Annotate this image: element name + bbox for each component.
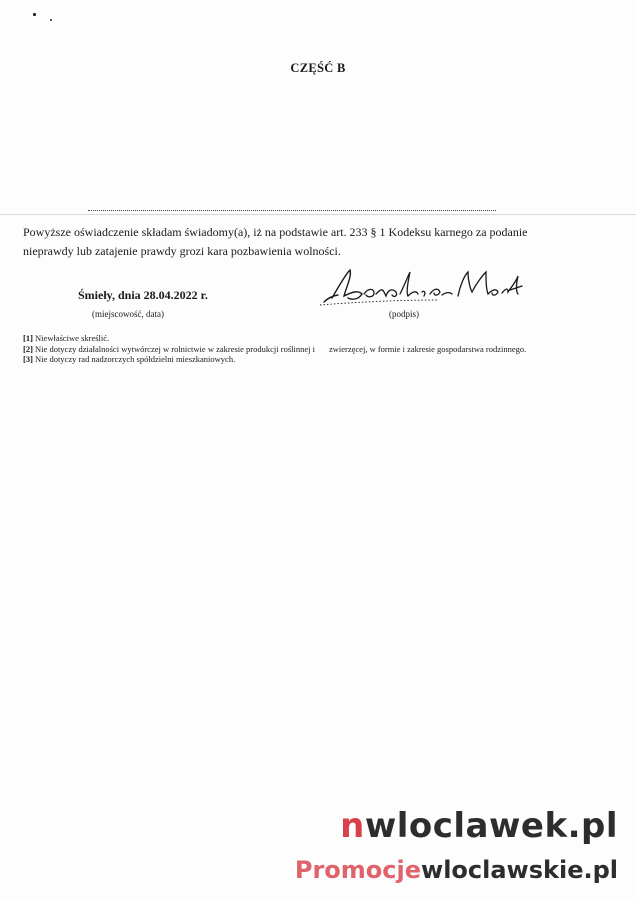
watermark-rest: wloclawek.pl bbox=[364, 806, 618, 846]
watermark-accent: Promocje bbox=[294, 856, 422, 884]
footnote-2 bbox=[23, 344, 563, 355]
place-date: Śmieły, dnia 28.04.2022 r. bbox=[78, 288, 208, 302]
watermark-nwloclawek bbox=[340, 806, 618, 846]
section-title: CZĘŚĆ B bbox=[290, 61, 346, 75]
footnote-text: Niewłaściwe skreślić. bbox=[35, 333, 110, 343]
footnote-number: [1] bbox=[23, 333, 33, 343]
watermark-rest: wloclawskie.pl bbox=[421, 856, 618, 884]
footnote-3 bbox=[23, 354, 563, 365]
scan-speck bbox=[50, 19, 52, 21]
page-separator bbox=[0, 214, 636, 215]
footnotes bbox=[23, 333, 563, 365]
watermark-promocje bbox=[295, 856, 618, 884]
footnote-1 bbox=[23, 333, 563, 344]
watermark-accent: n bbox=[340, 806, 365, 846]
dotted-fill-line bbox=[88, 210, 496, 211]
signature-caption: (podpis) bbox=[389, 309, 419, 319]
handwritten-signature bbox=[318, 262, 528, 308]
place-date-caption: (miejscowość, data) bbox=[92, 309, 164, 319]
footnote-text: Nie dotyczy działalności wytwórczej w rolnictwie w zakresie produkcji roślinnej i bbox=[35, 343, 315, 354]
scan-speck bbox=[33, 13, 36, 16]
declaration-text: Powyższe oświadczenie składam świadomy(a), iż na podstawie art. 233 § 1 Kodeksu karnego za podanie nieprawdy lub zatajenie prawdy grozi kara pozbawienia wolności. bbox=[23, 225, 528, 258]
footnote-text-continued: zwierzęcej, w formie i zakresie gospodarstwa rodzinnego. bbox=[328, 343, 527, 354]
footnote-number: [3] bbox=[23, 354, 33, 365]
footnote-text: Nie dotyczy rad nadzorczych spółdzielni mieszkaniowych. bbox=[35, 354, 236, 365]
footnote-number: [2] bbox=[23, 343, 33, 354]
